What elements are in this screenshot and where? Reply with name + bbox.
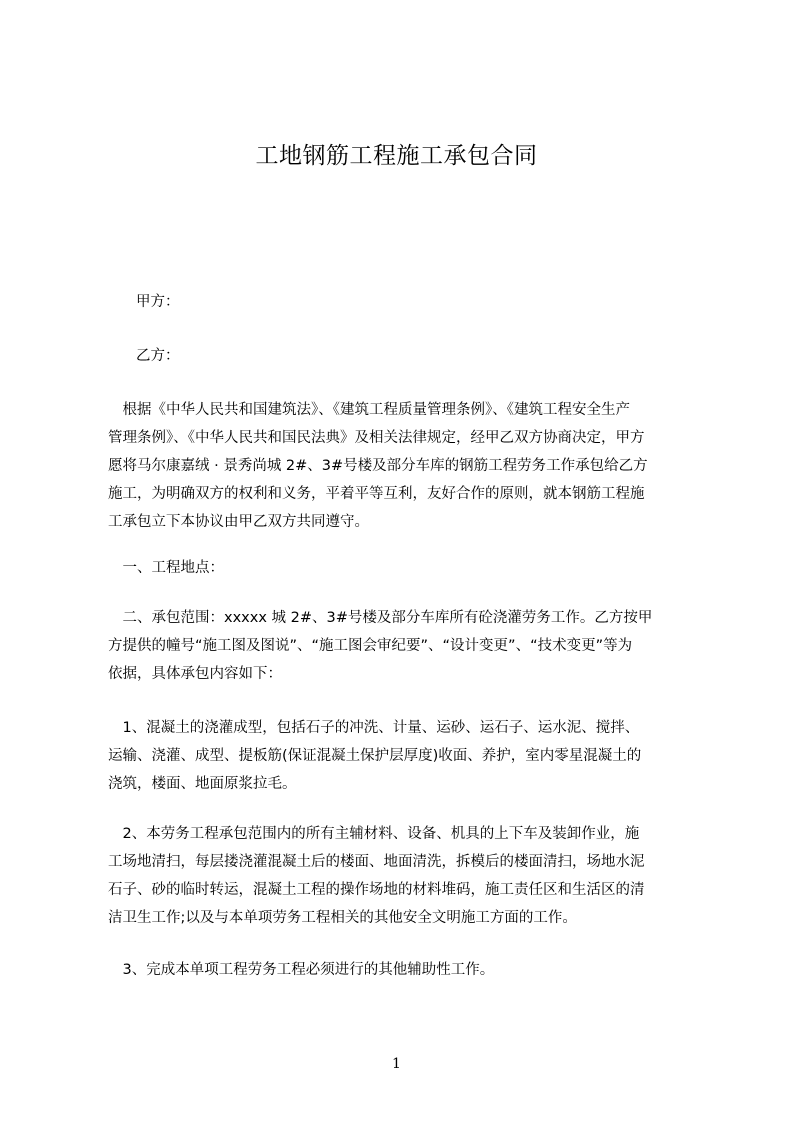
paragraph-line: 愿将马尔康嘉绒 · 景秀尚城 2#、3#号楼及部分车库的钢筋工程劳务工作承包给乙方 [108,458,648,474]
paragraph-line: 管理条例》、《中华人民共和国民法典》及相关法律规定，经甲乙双方协商决定，甲方 [108,430,645,446]
paragraph-line: 浇筑，楼面、地面原浆拉毛。 [108,776,297,792]
paragraph-line: 工场地清扫，每层搂浇灌混凝土后的楼面、地面清洗，拆模后的楼面清扫，场地水泥 [108,854,645,870]
paragraph-line: 3、完成本单项工程劳务工程必须进行的其他辅助性工作。 [108,962,495,978]
paragraph-item-2 [108,820,702,932]
paragraph-item-3 [108,956,702,984]
paragraph-line: 工承包立下本协议由甲乙双方共同遵守。 [108,514,369,530]
party-a-label: 甲方： [136,294,180,310]
paragraph-line: 运输、浇灌、成型、提板筋(保证混凝土保护层厚度)收面、养护，室内零星混凝土的 [108,748,642,764]
paragraph-line: 1、混凝土的浇灌成型，包括石子的冲洗、计量、运砂、运石子、运水泥、搅拌、 [108,720,640,736]
paragraph-line: 石子、砂的临时转运，混凝土工程的操作场地的材料堆码，施工责任区和生活区的清 [108,882,645,898]
page-number: 1 [392,1056,401,1072]
paragraph-line: 洁卫生工作;以及与本单项劳务工程相关的其他安全文明施工方面的工作。 [108,910,577,926]
paragraph-line: 依据，具体承包内容如下： [108,666,282,682]
paragraph-item-1 [108,714,702,798]
paragraph-line: 二、承包范围：xxxxx 城 2#、3#号楼及部分车库所有砼浇灌劳务工作。乙方按甲 [108,610,653,626]
section-heading-location [108,554,702,582]
paragraph-preamble [108,396,702,536]
paragraph-line: 2、本劳务工程承包范围内的所有主辅材料、设备、机具的上下车及装卸作业，施 [108,826,640,842]
paragraph-line: 根据《中华人民共和国建筑法》、《建筑工程质量管理条例》、《建筑工程安全生产 [108,402,630,418]
paragraph-line: 一、工程地点： [108,560,224,576]
party-b-label: 乙方： [136,348,180,364]
paragraph-line: 施工，为明确双方的权利和义务，平着平等互利，友好合作的原则，就本钢筋工程施 [108,486,645,502]
paragraph-line: 方提供的幢号“施工图及图说”、“施工图会审纪要”、“设计变更”、“技术变更”等为 [108,638,633,654]
page-title: 工地钢筋工程施工承包合同 [255,143,538,169]
paragraph-scope [108,604,702,688]
